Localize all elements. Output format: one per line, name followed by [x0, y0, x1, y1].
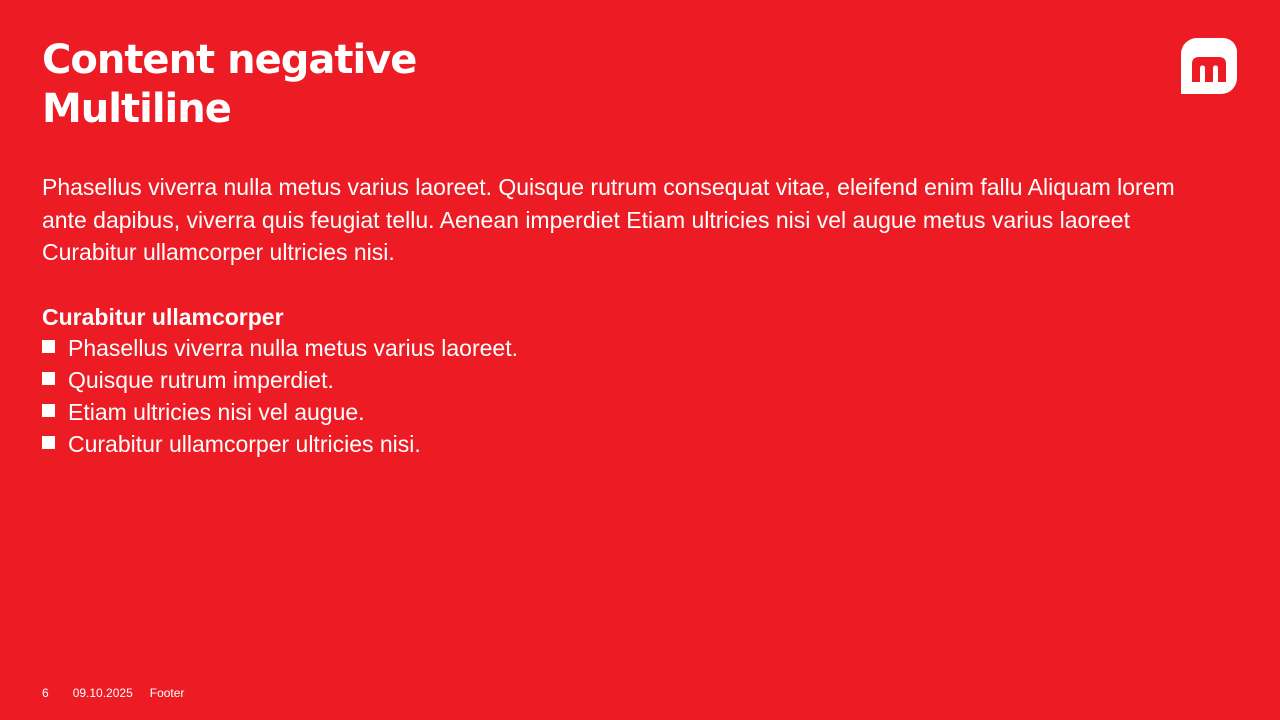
- brand-logo: [1181, 38, 1237, 94]
- bullet-item: [42, 428, 518, 460]
- bullet-item-text: Curabitur ullamcorper ultricies nisi.: [68, 431, 421, 457]
- subheading: Curabitur ullamcorper: [42, 304, 284, 330]
- footer-date: 09.10.2025: [72, 686, 133, 700]
- footer-label: Footer: [149, 686, 185, 700]
- m-letter-glyph: [1192, 57, 1226, 82]
- slide-title: [42, 36, 416, 134]
- square-bullet-icon: [42, 404, 55, 417]
- body-paragraph: [42, 171, 1175, 269]
- bullet-item: [42, 364, 518, 396]
- footer-page-number: 6: [42, 686, 49, 700]
- bullet-item: [42, 396, 518, 428]
- square-bullet-icon: [42, 340, 55, 353]
- slide-title-line-2: Multiline: [42, 86, 231, 132]
- m-logo-icon: [1181, 38, 1237, 94]
- bullet-item-text: Etiam ultricies nisi vel augue.: [68, 399, 365, 425]
- bullet-list: [42, 332, 518, 460]
- body-paragraph-line-1: Phasellus viverra nulla metus varius laoreet. Quisque rutrum consequat vitae, eleifend enim fallu Aliquam lorem: [42, 174, 1175, 200]
- square-bullet-icon: [42, 436, 55, 449]
- slide-footer: [42, 686, 184, 701]
- body-paragraph-line-3: Curabitur ullamcorper ultricies nisi.: [42, 239, 395, 265]
- bullet-item-text: Phasellus viverra nulla metus varius laoreet.: [68, 335, 518, 361]
- square-bullet-icon: [42, 372, 55, 385]
- body-paragraph-line-2: ante dapibus, viverra quis feugiat tellu. Aenean imperdiet Etiam ultricies nisi vel augue metus varius laoreet: [42, 206, 1130, 233]
- bullet-item-text: Quisque rutrum imperdiet.: [68, 367, 334, 393]
- bullet-item: [42, 332, 518, 364]
- slide-title-line-1: Content negative: [42, 37, 417, 83]
